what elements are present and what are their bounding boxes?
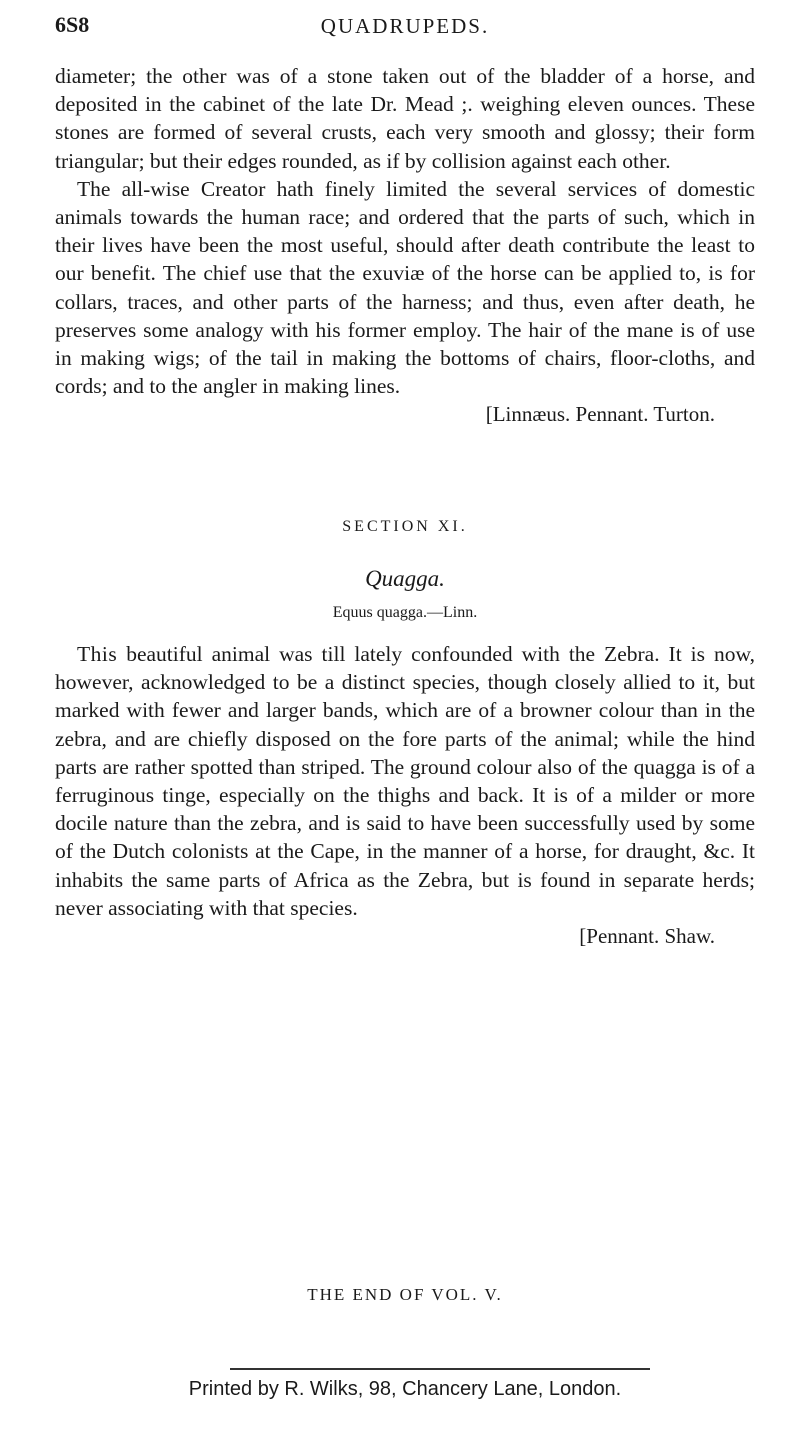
paragraph-creator-services: The all-wise Creator hath finely limited the several services of domestic animals towards the human race; and ordered that the parts of such, which in their lives have been the most useful, should after death contribute the least to our benefit. The chief use that the exuviæ of the horse can be applied to, is for collars, traces, and other parts of the harness; and thus, even after death, he preserves some analogy with his former employ. The hair of the mane is of use in making wigs; of the tail in making the bottoms of chairs, floor-cloths, and cords; and to the angler in making lines. [55,176,755,399]
latin-binomial: Equus quagga.—Linn. [332,604,478,621]
page-number: 6S8 [55,12,90,37]
body-text-upper [55,62,755,428]
printer-imprint: Printed by R. Wilks, 98, Chancery Lane, London. [188,1378,622,1400]
imprint-rule [230,1368,650,1370]
section-heading: SECTION XI. [342,518,468,535]
paragraph-quagga-text: beautiful animal was till lately confounded with the Zebra. It is now, however, acknowledged to be a distinct species, though closely allied to it, but marked with fewer and larger bands, which are of a browner colour than in the zebra, and are chiefly disposed on the fore parts of the animal; while the hind parts are rather spotted than striped. The ground colour also of the quagga is of a ferruginous tinge, especially on the thighs and back. It is of a milder or more docile nature than the zebra, and is said to have been successfully used by some of the Dutch colonists at the Cape, in the manner of a horse, for draught, &c. It inhabits the same parts of Africa as the Zebra, but is found in separate herds; never associating with that species. [55,642,755,920]
paragraph-first-word: This [77,642,118,666]
citation-pennant-shaw: [Pennant. Shaw. [579,924,715,949]
page-header [55,12,755,48]
paragraph-stone-description: diameter; the other was of a stone taken out of the bladder of a horse, and deposited in the cabinet of the late Dr. Mead ;. weighing eleven ounces. These stones are formed of several crusts, each very smooth and glossy; their form triangular; but their edges rounded, as if by collision against each other. [55,64,755,173]
running-head: QUADRUPEDS. [320,14,490,38]
paragraph-quagga [55,640,755,922]
section-title: Quagga. [365,566,445,591]
body-text-quagga [55,640,755,950]
end-of-volume: THE END OF VOL. V. [307,1285,503,1304]
citation-linnaeus: [Linnæus. Pennant. Turton. [485,402,715,427]
